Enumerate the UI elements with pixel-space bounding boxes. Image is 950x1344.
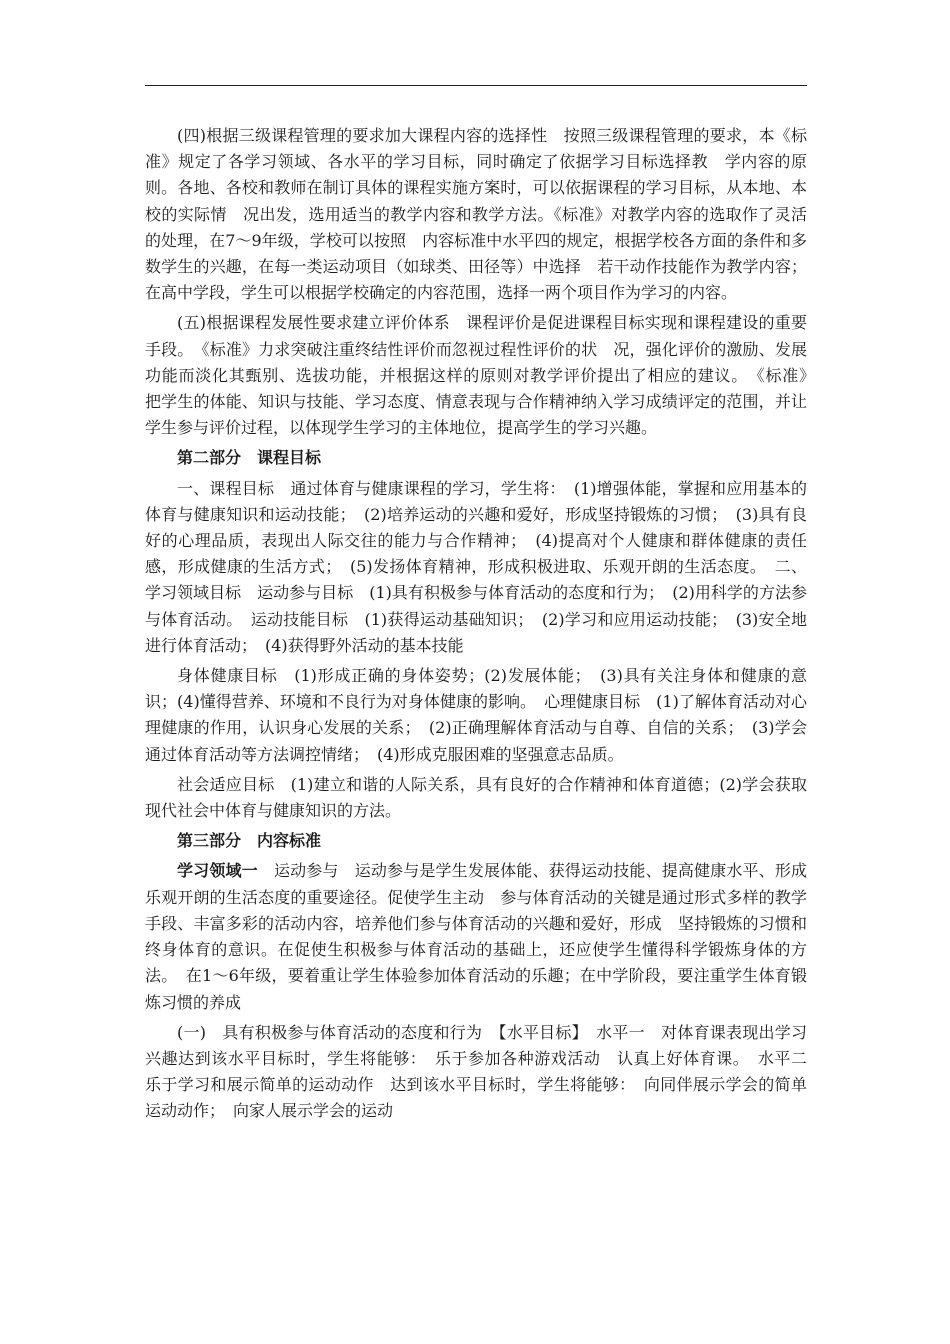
section-heading-part-two: 第二部分 课程目标	[177, 448, 322, 468]
document-body	[145, 123, 824, 1129]
section-heading-part-three: 第三部分 内容标准	[177, 831, 322, 851]
paragraph-learning-area-one	[145, 858, 807, 1015]
paragraph-evaluation-system: (五)根据课程发展性要求建立评价体系 课程评价是促进课程目标实现和课程建设的重要手段。 《标准》力求突破注重终结性评价而忽视过程性评价的状 况，强化评价的激励、发展功能而淡化其甄别、选拔功能，并根据这样的原则对教学评价提出了相应的建议。 《标准》 把学生的体能、知识与技能、学习态度、情意表现与合作精神纳入学习成绩评定的范围，并让学生参与评价过程，以体现学生学习的主体地位，提高学生的学习兴趣。	[145, 313, 824, 438]
paragraph-physical-health-goals: 身体健康目标 (1)形成正确的身体姿势；(2)发展体能； (3)具有关注身体和健康的意识；(4)懂得营养、环境和不良行为对身体健康的影响。 心理健康目标 (1)了解体育活动对心理健康的作用，认识身心发展的关系； (2)正确理解体育活动与自尊、自信的关系； (3)学会通过体育活动等方法调控情绪； (4)形成克服困难的坚强意志品质。	[145, 666, 807, 764]
paragraph-level-goals: (一) 具有积极参与体育活动的态度和行为 【水平目标】 水平一 对体育课表现出学习兴趣达到该水平目标时，学生将能够： 乐于参加各种游戏活动 认真上好体育课。 水平二 乐于学习和展示简单的运动动作 达到该水平目标时，学生将能够： 向同伴展示学会的简单运动动作； 向家人展示学会的运动	[145, 1022, 824, 1121]
header-rule	[145, 85, 807, 86]
paragraph-curriculum-selectivity: (四)根据三级课程管理的要求加大课程内容的选择性 按照三级课程管理的要求，本《标准》规定了各学习领域、各水平的学习目标，同时确定了依据学习目标选择教 学内容的原则。各地、各校和教师在制订具体的课程实施方案时，可以依据课程的学习目标，从本地、本校的实际情 况出发，选用适当的教学内容和教学方法。《标准》对教学内容的选取作了灵活的处理，在7～9年级，学校可以按照 内容标准中水平四的规定，根据学校各方面的条件和多数学生的兴趣，在每一类运动项目（如球类、田径等）中选择 若干动作技能作为教学内容；在高中学段，学生可以根据学校确定的内容范围，选择一两个项目作为学习的内容。	[145, 126, 807, 303]
learning-area-lead: 学习领域一	[177, 861, 258, 881]
learning-area-text: 运动参与 运动参与是学生发展体能、获得运动技能、提高健康水平、形成乐观开朗的生活态度的重要途径。促使学生主动 参与体育活动的关键是通过形式多样的教学手段、丰富多彩的活动内容，培养他们参与体育活动的兴趣和爱好，形成 坚持锻炼的习惯和终身体育的意识。在促使生积极参与体育活动的基础上，还应使学生懂得科学锻炼身体的方法。 在1～6年级，要着重让学生体验参加体育活动的乐趣；在中学阶段，要注重学生体育锻炼习惯的养成	[145, 861, 807, 1012]
paragraph-course-goals: 一、课程目标 通过体育与健康课程的学习，学生将： (1)增强体能，掌握和应用基本的体育与健康知识和运动技能； (2)培养运动的兴趣和爱好，形成坚持锻炼的习惯； (3)具有良好的心理品质，表现出人际交往的能力与合作精神； (4)提高对个人健康和群体健康的责任感，形成健康的生活方式； (5)发扬体育精神，形成积极进取、乐观开朗的生活态度。 二、学习领域目标 运动参与目标 (1)具有积极参与体育活动的态度和行为； (2)用科学的方法参与体育活动。 运动技能目标 (1)获得运动基础知识； (2)学习和应用运动技能； (3)安全地进行体育活动； (4)获得野外活动的基本技能	[145, 478, 807, 655]
paragraph-social-adaptation-goals: 社会适应目标 (1)建立和谐的人际关系，具有良好的合作精神和体育道德；(2)学会获取现代社会中体育与健康知识的方法。	[145, 774, 807, 821]
